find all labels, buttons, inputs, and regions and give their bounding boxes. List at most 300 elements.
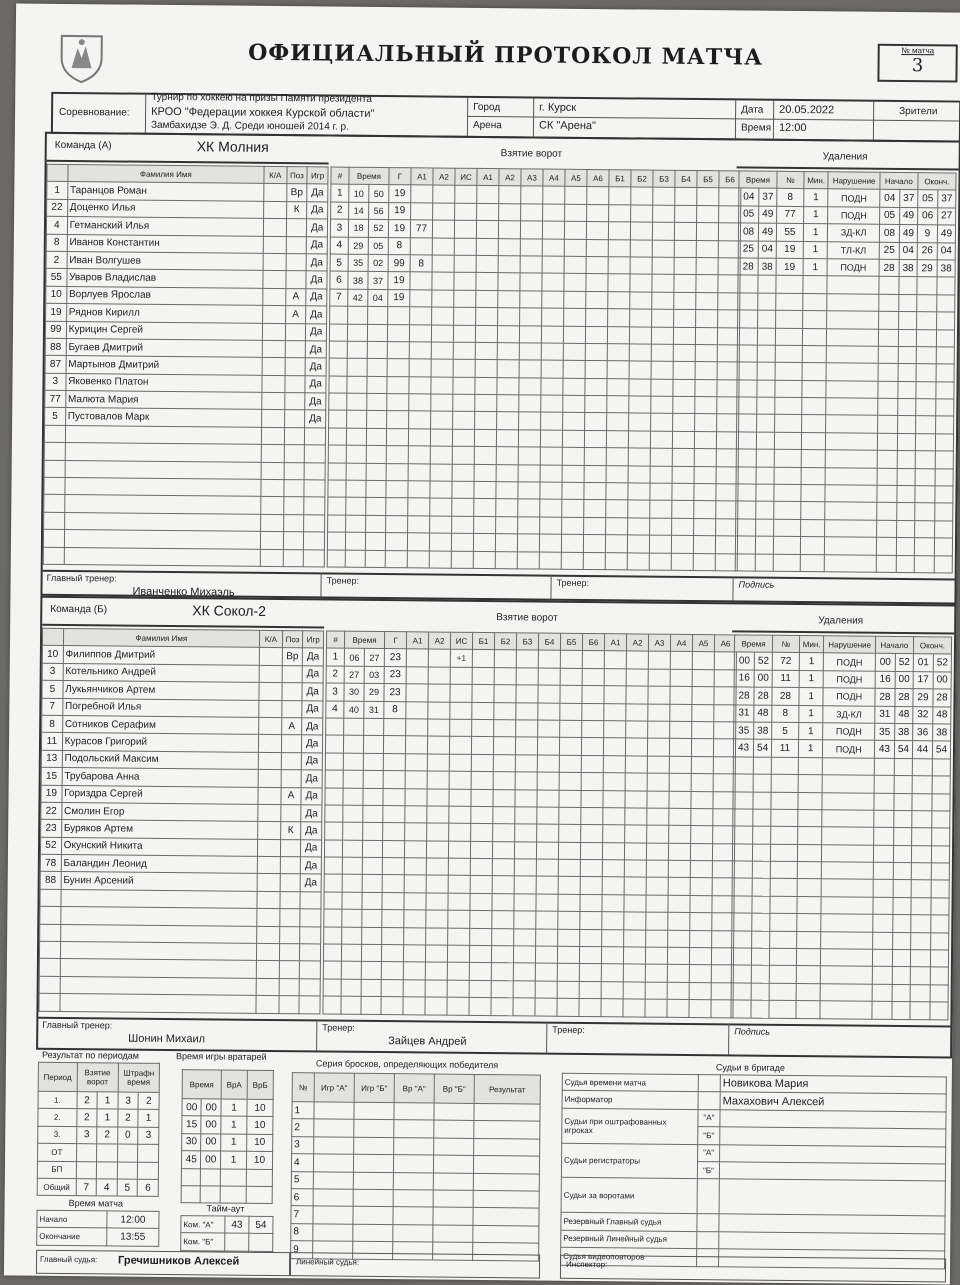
player-name: Подольский Максим (62, 750, 258, 769)
goal-minute (341, 996, 361, 1014)
on-ice-cell (609, 204, 631, 222)
on-ice-cell (581, 755, 603, 773)
player-position (284, 410, 305, 428)
on-ice-cell (514, 842, 536, 860)
goal-scorer (385, 550, 407, 568)
penalty-judges-a (720, 1110, 946, 1130)
on-ice-cell (691, 826, 713, 844)
on-ice-cell (535, 963, 557, 981)
penalty-player (770, 914, 797, 932)
goals-col-header: Б3 (653, 170, 675, 188)
on-ice-cell (520, 273, 542, 291)
on-ice-cell (692, 669, 714, 687)
player-played (304, 480, 325, 498)
shootout-number: 2 (292, 1119, 314, 1137)
on-ice-cell (558, 929, 580, 947)
player-position: А (281, 718, 302, 736)
goal-second (364, 718, 384, 736)
penalty-end-second (932, 793, 950, 811)
player-played (304, 549, 325, 567)
on-ice-cell (630, 257, 652, 275)
period-row (37, 1161, 158, 1180)
chief-referee-name: Гречишников Алексей (118, 1254, 240, 1268)
goal-judges-row (561, 1178, 945, 1217)
penalty-start-second: 52 (895, 654, 913, 672)
goal-assist-2 (426, 875, 448, 893)
goal-assist-2 (427, 754, 449, 772)
penalty-start-minute (872, 984, 892, 1002)
on-ice-cell (469, 945, 491, 963)
goal-number: 2 (326, 666, 344, 684)
on-ice-cell (493, 789, 515, 807)
on-ice-cell (608, 291, 630, 309)
on-ice-cell (629, 344, 651, 362)
on-ice-cell (645, 947, 667, 965)
player-position (279, 909, 300, 927)
penalties-col-header: № (777, 171, 804, 189)
goal-situation (452, 481, 474, 499)
penalty-end-second (937, 277, 955, 295)
on-ice-cell (518, 499, 540, 517)
penalty-end-second (937, 312, 955, 330)
team-name: ХК Сокол-2 (192, 602, 267, 619)
on-ice-cell (562, 465, 584, 483)
period-name: ОТ (38, 1143, 77, 1161)
on-ice-cell (513, 963, 535, 981)
goal-assist-1 (404, 840, 426, 858)
penalty-second: 49 (759, 206, 777, 224)
player-played (299, 996, 320, 1014)
player-position: А (281, 787, 302, 805)
player-number (40, 924, 61, 942)
penalty-start-minute (877, 433, 897, 451)
on-ice-cell (628, 448, 650, 466)
match-end-label: Окончание (37, 1228, 107, 1246)
penalty-minute: 00 (734, 652, 754, 670)
goal-scorer (383, 753, 405, 771)
penalty-end-minute (916, 329, 936, 347)
penalty-infraction (822, 862, 874, 880)
period-row (38, 1143, 159, 1162)
player-played: Да (302, 735, 323, 753)
goal-scorer (381, 997, 403, 1015)
penalty-infraction (821, 931, 873, 949)
on-ice-cell (557, 946, 579, 964)
goal-assist-1 (404, 858, 426, 876)
penalty-row (732, 861, 949, 880)
on-ice-cell (602, 842, 624, 860)
goal-scorer (381, 979, 403, 997)
on-ice-cell (542, 308, 564, 326)
on-ice-cell (538, 703, 560, 721)
on-ice-cell (624, 930, 646, 948)
on-ice-cell (631, 205, 653, 223)
penalty-duration (802, 311, 827, 329)
on-ice-cell (605, 535, 627, 553)
on-ice-cell (472, 702, 494, 720)
goal-assist-1 (408, 498, 430, 516)
periods-col-header: Взятие ворот (77, 1063, 118, 1092)
penalty-row (731, 948, 948, 967)
on-ice-cell (518, 517, 540, 535)
player-ka (264, 184, 287, 202)
on-ice-cell (494, 720, 516, 738)
penalty-second: 54 (754, 739, 772, 757)
penalty-duration (797, 879, 822, 897)
penalty-row (737, 380, 954, 399)
on-ice-cell (674, 257, 696, 275)
on-ice-cell (624, 912, 646, 930)
goal-assist-2 (427, 736, 449, 754)
on-ice-cell (630, 292, 652, 310)
penalty-start-second (897, 451, 915, 469)
goal-assist-2 (429, 551, 451, 569)
goal-minute: 42 (348, 289, 368, 307)
shootout-cell (474, 1103, 540, 1121)
goal-situation (449, 789, 471, 807)
on-ice-cell (673, 362, 695, 380)
on-ice-cell (625, 773, 647, 791)
on-ice-cell (631, 187, 653, 205)
penalties-col-header: Время (734, 635, 772, 653)
player-name: Бугаев Дмитрий (66, 338, 262, 357)
player-number: 2 (46, 251, 67, 269)
goal-scorer: 23 (384, 649, 406, 667)
goalie-time-second: 00 (201, 1151, 221, 1169)
penalty-player (771, 757, 798, 775)
shootout-cell (393, 1207, 433, 1225)
goal-situation (448, 858, 470, 876)
player-ka (263, 253, 286, 271)
goalie-a: 1 (221, 1134, 247, 1152)
penalty-row (736, 467, 953, 486)
penalty-infraction (827, 328, 879, 346)
penalty-judges-label: Судьи при оштрафованных игроках (562, 1108, 698, 1144)
penalty-start-minute: 43 (874, 741, 894, 759)
penalty-minute (732, 878, 752, 896)
goals-col-header: Б2 (494, 633, 516, 651)
goals-title: Взятие ворот (500, 148, 563, 160)
head-coach-label: Главный тренер: (46, 572, 117, 584)
goalie-time-second (201, 1168, 221, 1186)
period-row (38, 1091, 159, 1110)
goal-number (324, 927, 342, 945)
penalty-start-minute: 16 (875, 671, 895, 689)
goal-assist-1 (405, 736, 427, 754)
on-ice-cell (540, 430, 562, 448)
player-position (283, 532, 304, 550)
goal-assist-2 (432, 220, 454, 238)
penalties-col-header: Оконч. (918, 173, 956, 191)
penalty-second (753, 826, 771, 844)
on-ice-cell (540, 517, 562, 535)
player-ka (261, 427, 284, 445)
goal-minute (348, 306, 368, 324)
penalty-row (735, 536, 952, 555)
penalty-minute (737, 380, 757, 398)
penalty-row (732, 913, 949, 932)
penalty-duration (797, 862, 822, 880)
on-ice-cell (497, 343, 519, 361)
on-ice-cell (601, 981, 623, 999)
goal-minute: 10 (349, 185, 369, 203)
player-number: 22 (47, 199, 68, 217)
goals-col-header: А4 (670, 634, 692, 652)
match-number-box (877, 44, 957, 83)
goal-assist-2 (428, 667, 450, 685)
shootout-cell (353, 1172, 393, 1190)
on-ice-cell (672, 501, 694, 519)
period-pim-a (117, 1144, 138, 1162)
on-ice-cell (520, 308, 542, 326)
player-position (281, 735, 302, 753)
shootout-col-header: Игр "Б" (354, 1073, 394, 1102)
goal-scorer (383, 771, 405, 789)
on-ice-cell (564, 256, 586, 274)
goal-second (367, 341, 387, 359)
shootout-col-header: Вр "А" (394, 1074, 434, 1103)
periods-title: Результат по периодам (41, 1049, 140, 1061)
goal-number (328, 515, 346, 533)
penalty-end-minute (915, 486, 935, 504)
goal-scorer: 8 (384, 701, 406, 719)
on-ice-cell (584, 482, 606, 500)
penalty-player: 11 (771, 740, 798, 758)
penalty-row (736, 449, 953, 468)
goal-scorer (382, 858, 404, 876)
on-ice-cell (579, 999, 601, 1017)
on-ice-cell (648, 721, 670, 739)
shootout-number: 9 (291, 1241, 313, 1259)
penalty-duration (797, 827, 822, 845)
on-ice-cell (646, 878, 668, 896)
penalty-infraction: ПОДН (823, 740, 875, 758)
goal-scorer (386, 515, 408, 533)
player-number: 5 (45, 408, 66, 426)
on-ice-cell (695, 397, 717, 415)
goal-situation (450, 719, 472, 737)
shootout-cell (354, 1137, 394, 1155)
goal-scorer (384, 719, 406, 737)
goal-situation (449, 771, 471, 789)
on-ice-cell (496, 429, 518, 447)
on-ice-cell (625, 756, 647, 774)
player-number: 52 (40, 837, 61, 855)
goal-assist-1 (408, 481, 430, 499)
penalty-start-minute (872, 967, 892, 985)
penalty-minute: 43 (733, 739, 753, 757)
goal-minute (346, 515, 366, 533)
goal-minute (345, 532, 365, 550)
goal-minute (341, 944, 361, 962)
penalty-second (758, 293, 776, 311)
shootout-cell (433, 1155, 473, 1173)
penalty-player (774, 450, 801, 468)
penalty-player (774, 484, 801, 502)
goal-assist-1 (403, 980, 425, 998)
goal-number (324, 840, 342, 858)
player-ka (256, 978, 279, 996)
penalty-second (756, 536, 774, 554)
team-a-section (40, 132, 960, 605)
on-ice-cell (496, 482, 518, 500)
on-ice-cell (606, 483, 628, 501)
goal-scorer: 19 (389, 202, 411, 220)
on-ice-cell (667, 965, 689, 983)
shootout-header-row (292, 1073, 540, 1104)
goals-col-header: ИС (450, 632, 472, 650)
penalty-player (769, 966, 796, 984)
on-ice-cell (498, 308, 520, 326)
penalty-minute (733, 809, 753, 827)
penalty-infraction (825, 520, 877, 538)
timeout-b-minute (225, 1233, 249, 1251)
player-ka (258, 735, 281, 753)
on-ice-cell (672, 466, 694, 484)
goal-number (328, 497, 346, 515)
penalty-second (751, 1000, 769, 1018)
on-ice-cell (675, 188, 697, 206)
goal-minute (343, 788, 363, 806)
on-ice-cell (540, 447, 562, 465)
on-ice-cell (584, 448, 606, 466)
penalty-start-second (893, 897, 911, 915)
penalty-start-minute: 04 (880, 190, 900, 208)
goalie-a: 1 (220, 1151, 246, 1169)
goalie-time-col-header: ВрА (221, 1070, 247, 1099)
on-ice-cell (608, 257, 630, 275)
on-ice-cell (602, 895, 624, 913)
reserve-linesman-mark (697, 1231, 719, 1249)
coach-label: Тренер: (322, 1022, 355, 1033)
on-ice-cell (675, 205, 697, 223)
penalty-second (755, 554, 773, 572)
player-position (279, 978, 300, 996)
goal-assist-2 (429, 533, 451, 551)
period-pim-b (138, 1144, 159, 1162)
penalty-duration (801, 432, 826, 450)
penalty-player (776, 310, 803, 328)
player-played: Да (305, 358, 326, 376)
on-ice-cell (695, 327, 717, 345)
penalty-row (738, 275, 955, 294)
player-played: Да (301, 805, 322, 823)
penalty-second: 04 (758, 241, 776, 259)
on-ice-cell (558, 911, 580, 929)
on-ice-cell (520, 256, 542, 274)
penalty-infraction (827, 311, 879, 329)
goalie-time-row (182, 1133, 273, 1151)
on-ice-cell (691, 739, 713, 757)
penalty-duration (800, 537, 825, 555)
player-name (60, 924, 256, 943)
period-pim-a: 5 (117, 1179, 138, 1197)
player-name (60, 994, 256, 1013)
player-number: 19 (41, 785, 62, 803)
goals-table (322, 630, 737, 1018)
penalty-duration (796, 983, 821, 1001)
shootout-number: 3 (292, 1136, 314, 1154)
coach-name: Зайцев Андрей (388, 1034, 467, 1048)
penalty-start-minute: 28 (875, 688, 895, 706)
match-start-row (37, 1210, 159, 1229)
on-ice-cell (625, 738, 647, 756)
goals-col-header: Время (344, 631, 384, 649)
on-ice-cell (580, 877, 602, 895)
on-ice-cell (536, 894, 558, 912)
timeout-title: Тайм-аут (206, 1203, 245, 1214)
on-ice-cell (604, 703, 626, 721)
penalty-start-second (899, 277, 917, 295)
penalty-infraction (825, 485, 877, 503)
on-ice-cell (672, 483, 694, 501)
goal-situation (454, 220, 476, 238)
penalty-end-second: 27 (938, 208, 956, 226)
goal-situation (449, 806, 471, 824)
penalty-row (735, 554, 952, 573)
penalty-end-second (936, 416, 954, 434)
on-ice-cell (474, 447, 496, 465)
on-ice-cell (559, 738, 581, 756)
officials-title: Судьи в бригаде (715, 1062, 785, 1073)
goal-situation (447, 997, 469, 1015)
on-ice-cell (603, 773, 625, 791)
goal-scorer: 19 (388, 220, 410, 238)
penalty-end-minute (910, 950, 930, 968)
shootout-col-header: Результат (474, 1074, 540, 1104)
goal-assist-1 (406, 649, 428, 667)
goal-assist-1 (405, 806, 427, 824)
on-ice-cell (652, 309, 674, 327)
on-ice-cell (584, 465, 606, 483)
on-ice-cell (476, 238, 498, 256)
on-ice-cell (607, 413, 629, 431)
penalty-end-minute: 26 (917, 242, 937, 260)
player-name: Доценко Илья (67, 199, 263, 218)
penalty-end-minute (911, 880, 931, 898)
player-name: Бунин Арсений (61, 872, 257, 891)
on-ice-cell (492, 911, 514, 929)
goal-number: 3 (326, 683, 344, 701)
goal-assist-1 (404, 910, 426, 928)
period-goals-a (76, 1161, 97, 1179)
on-ice-cell (539, 552, 561, 570)
on-ice-cell (667, 947, 689, 965)
goal-number (329, 358, 347, 376)
goals-col-header: Б4 (538, 633, 560, 651)
goal-assist-2 (433, 185, 455, 203)
goal-number (324, 909, 342, 927)
on-ice-cell (496, 516, 518, 534)
goal-situation (452, 499, 474, 517)
goal-number (323, 979, 341, 997)
player-played: Да (303, 648, 324, 666)
on-ice-cell (491, 980, 513, 998)
on-ice-cell (696, 275, 718, 293)
goal-assist-2 (430, 516, 452, 534)
player-position (279, 961, 300, 979)
penalty-infraction (827, 294, 879, 312)
player-position (284, 462, 305, 480)
goal-number: 1 (326, 648, 344, 666)
goalie-time-table (181, 1069, 274, 1204)
goal-number: 2 (331, 202, 349, 220)
penalty-row (731, 965, 948, 984)
goal-number (329, 341, 347, 359)
on-ice-cell (667, 999, 689, 1017)
goalie-time-second: 00 (201, 1116, 221, 1134)
goal-judges-value (719, 1179, 945, 1216)
